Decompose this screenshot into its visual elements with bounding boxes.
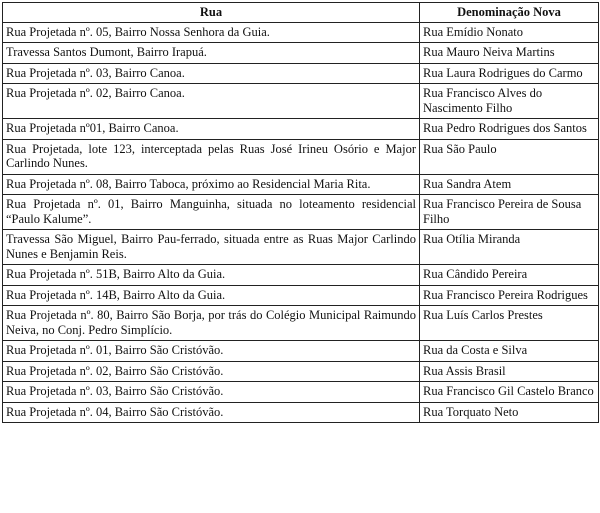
cell-denominacao-nova: Rua Assis Brasil bbox=[420, 361, 599, 382]
table-row bbox=[3, 230, 599, 265]
cell-rua: Rua Projetada nº. 51B, Bairro Alto da Guia. bbox=[3, 265, 420, 286]
table-row bbox=[3, 119, 599, 140]
cell-rua: Rua Projetada nº. 08, Bairro Taboca, próximo ao Residencial Maria Rita. bbox=[3, 174, 420, 195]
cell-rua: Rua Projetada, lote 123, interceptada pelas Ruas José Irineu Osório e Major Carlindo Nunes. bbox=[3, 139, 420, 174]
cell-rua: Rua Projetada nº. 01, Bairro Manguinha, situada no loteamento residencial “Paulo Kalume”. bbox=[3, 195, 420, 230]
table-row bbox=[3, 22, 599, 43]
table-row bbox=[3, 306, 599, 341]
cell-rua: Travessa Santos Dumont, Bairro Irapuá. bbox=[3, 43, 420, 64]
cell-denominacao-nova: Rua Francisco Gil Castelo Branco bbox=[420, 382, 599, 403]
table-row bbox=[3, 402, 599, 423]
table-row bbox=[3, 174, 599, 195]
cell-rua: Rua Projetada nº. 04, Bairro São Cristóvão. bbox=[3, 402, 420, 423]
cell-rua: Travessa São Miguel, Bairro Pau-ferrado, situada entre as Ruas Major Carlindo Nunes e Benjamin Reis. bbox=[3, 230, 420, 265]
cell-denominacao-nova: Rua Cândido Pereira bbox=[420, 265, 599, 286]
cell-denominacao-nova: Rua Luís Carlos Prestes bbox=[420, 306, 599, 341]
table-row bbox=[3, 265, 599, 286]
table-row bbox=[3, 341, 599, 362]
cell-denominacao-nova: Rua da Costa e Silva bbox=[420, 341, 599, 362]
cell-denominacao-nova: Rua Francisco Pereira de Sousa Filho bbox=[420, 195, 599, 230]
cell-denominacao-nova: Rua Francisco Alves do Nascimento Filho bbox=[420, 84, 599, 119]
column-header-denominacao-nova: Denominação Nova bbox=[420, 3, 599, 23]
table-row bbox=[3, 63, 599, 84]
cell-rua: Rua Projetada nº. 05, Bairro Nossa Senhora da Guia. bbox=[3, 22, 420, 43]
cell-rua: Rua Projetada nº. 03, Bairro Canoa. bbox=[3, 63, 420, 84]
cell-denominacao-nova: Rua Emídio Nonato bbox=[420, 22, 599, 43]
table-header-row bbox=[3, 3, 599, 23]
table-row bbox=[3, 139, 599, 174]
cell-denominacao-nova: Rua Sandra Atem bbox=[420, 174, 599, 195]
cell-denominacao-nova: Rua São Paulo bbox=[420, 139, 599, 174]
table-row bbox=[3, 84, 599, 119]
street-renaming-table bbox=[2, 2, 599, 423]
cell-denominacao-nova: Rua Mauro Neiva Martins bbox=[420, 43, 599, 64]
cell-rua: Rua Projetada nº. 03, Bairro São Cristóvão. bbox=[3, 382, 420, 403]
table-row bbox=[3, 195, 599, 230]
cell-denominacao-nova: Rua Laura Rodrigues do Carmo bbox=[420, 63, 599, 84]
cell-denominacao-nova: Rua Otília Miranda bbox=[420, 230, 599, 265]
cell-rua: Rua Projetada nº. 80, Bairro São Borja, por trás do Colégio Municipal Raimundo Neiva, no Conj. Pedro Simplício. bbox=[3, 306, 420, 341]
cell-denominacao-nova: Rua Torquato Neto bbox=[420, 402, 599, 423]
cell-rua: Rua Projetada nº. 02, Bairro Canoa. bbox=[3, 84, 420, 119]
street-renaming-table-container bbox=[2, 2, 598, 423]
table-row bbox=[3, 382, 599, 403]
cell-rua: Rua Projetada nº01, Bairro Canoa. bbox=[3, 119, 420, 140]
table-row bbox=[3, 43, 599, 64]
cell-rua: Rua Projetada nº. 14B, Bairro Alto da Guia. bbox=[3, 285, 420, 306]
cell-denominacao-nova: Rua Francisco Pereira Rodrigues bbox=[420, 285, 599, 306]
cell-denominacao-nova: Rua Pedro Rodrigues dos Santos bbox=[420, 119, 599, 140]
table-row bbox=[3, 285, 599, 306]
table-row bbox=[3, 361, 599, 382]
cell-rua: Rua Projetada nº. 01, Bairro São Cristóvão. bbox=[3, 341, 420, 362]
cell-rua: Rua Projetada nº. 02, Bairro São Cristóvão. bbox=[3, 361, 420, 382]
column-header-rua: Rua bbox=[3, 3, 420, 23]
